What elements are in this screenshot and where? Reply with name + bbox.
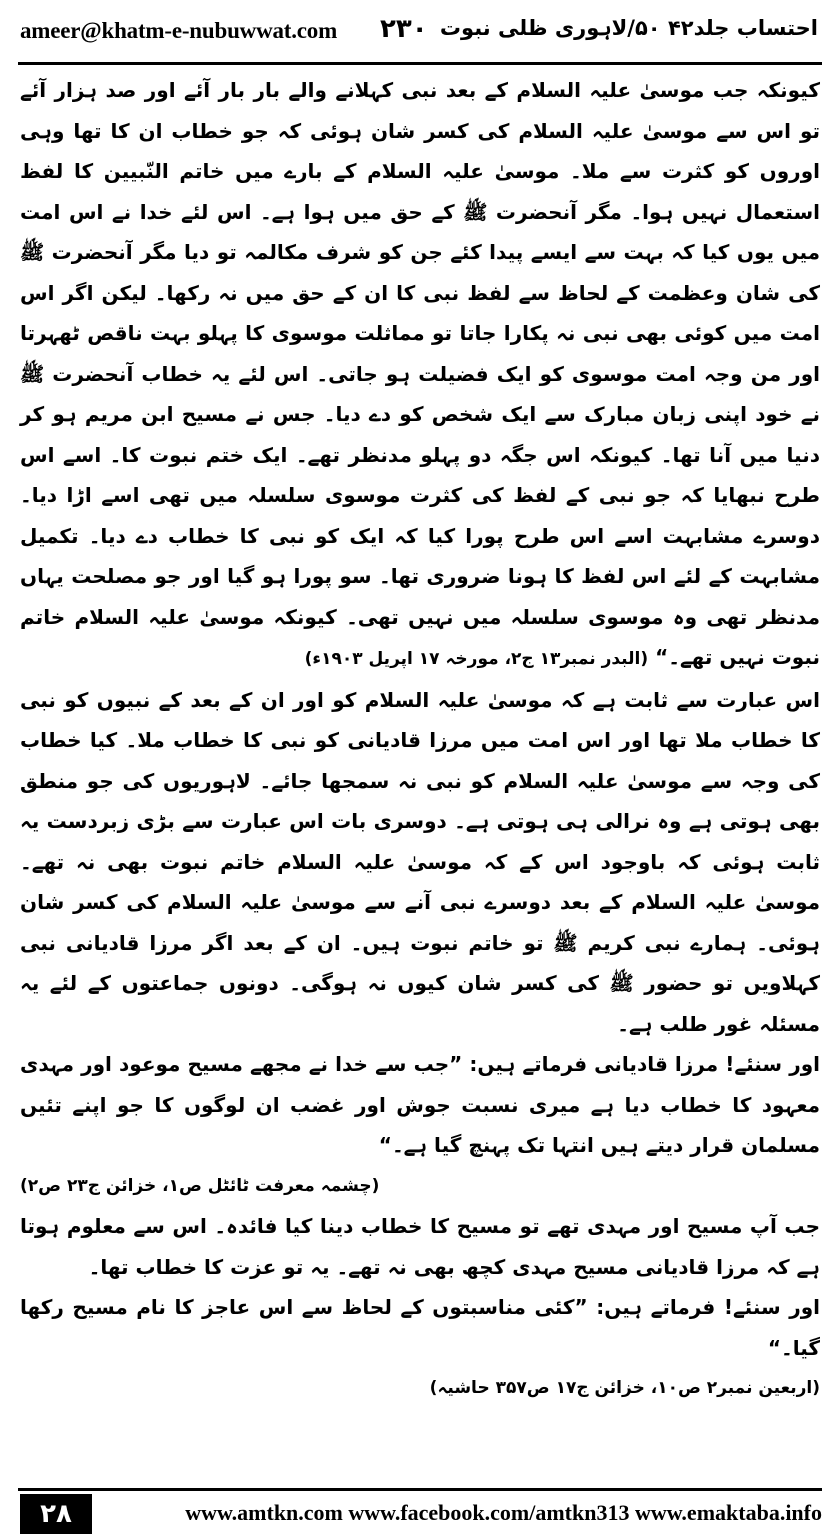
header-title: احتساب جلد۴۲ ۵۰/لاہوری ظلی نبوت (439, 16, 818, 40)
paragraph-4: جب آپ مسیح اور مہدی تھے تو مسیح کا خطاب دینا کیا فائدہ۔ اس سے معلوم ہوتا ہے کہ مرزا قادیانی مسیح مہدی کچھ بھی نہ تھے۔ یہ تو عزت کا خطاب تھا۔ (20, 1214, 820, 1279)
source-reference: (چشمہ معرفت ٹائٹل ص۱، خزائن ج۲۳ ص۲) (20, 1175, 380, 1196)
header-divider (18, 62, 822, 65)
footer-links[interactable]: www.amtkn.com www.facebook.com/amtkn313 www.emaktaba.info (185, 1500, 822, 1525)
paragraph-2: اس عبارت سے ثابت ہے کہ موسیٰ علیہ السلام کو اور ان کے بعد کے نبیوں کو نبی کا خطاب ملا تھا اور اس امت میں مرزا قادیانی کو نبی کا خطاب ملا۔ کیا خطاب کی وجہ سے موسیٰ علیہ السلام کو نبی نہ سمجھا جائے۔ لاہوریوں کی جو منطق بھی ہوتی ہے وہ نرالی ہی ہوتی ہے۔ دوسری بات اس عبارت سے بڑی زبردست یہ ثابت ہوئی کہ باوجود اس کے کہ موسیٰ علیہ السلام خاتم نبوت بھی نہ تھے۔ موسیٰ علیہ السلام کے بعد دوسرے نبی آنے سے موسیٰ علیہ السلام کی کسر شان ہوئی۔ ہمارے نبی کریم ﷺ تو خاتم نبوت ہیں۔ ان کے بعد اگر مرزا قادیانی نبی کہلاویں تو حضور ﷺ کی کسر شان کیوں نہ ہوگی۔ دونوں جماعتوں کے لئے یہ مسئلہ غور طلب ہے۔ (20, 687, 820, 1036)
header-page-number: ۲۳۰ (380, 14, 428, 44)
paragraph-quote-5: اور سنئے! فرماتے ہیں: ”کئی مناسبتوں کے لحاظ سے اس عاجز کا نام مسیح رکھا گیا۔“ (20, 1295, 820, 1360)
source-reference: (البدر نمبر۱۳ ج۲، مورخہ ۱۷ اپریل ۱۹۰۳ء) (304, 649, 649, 669)
reference-row (20, 1166, 820, 1207)
footer-page-number: ۲۸ (20, 1494, 92, 1534)
paragraph-quote-3: اور سنئے! مرزا قادیانی فرماتے ہیں: ”جب سے خدا نے مجھے مسیح موعود اور مہدی معہود کا خطاب دیا ہے میری نسبت جوش اور غضب ان لوگوں کا جو اپنے تئیں مسلمان قرار دیتے ہیں انتہا تک پہنچ گیا ہے۔“ (20, 1052, 820, 1157)
page-header (0, 0, 840, 72)
paragraph-quote-1 (20, 70, 820, 680)
paragraph-text: کیونکہ جب موسیٰ علیہ السلام کے بعد نبی کہلانے والے بار بار آئے اور صد ہزار آئے تو اس سے موسیٰ علیہ السلام کی کسر شان ہوئی کہ جو خطاب ان کا تھا وہی اوروں کو کثرت سے ملا۔ موسیٰ علیہ السلام کے بارے میں خاتم النّبیین کا لفظ استعمال نہیں ہوا۔ مگر آنحضرت ﷺ کے حق میں ہوا ہے۔ اس لئے خدا نے اس امت میں یوں کیا کہ بہت سے ایسے پیدا کئے جن کو شرف مکالمہ تو دیا مگر آنحضرت ﷺ کی شان وعظمت کے لحاظ سے لفظ نبی کا ان کے حق میں نہ رکھا۔ لیکن اگر اس امت میں کوئی بھی نبی نہ پکارا جاتا تو مماثلت موسوی کا پہلو بہت ناقص ٹھہرتا اور من وجہ امت موسوی کو ایک فضیلت ہو جاتی۔ اس لئے یہ خطاب آنحضرت ﷺ نے خود اپنی زبان مبارک سے ایک شخص کو دے دیا۔ جس نے مسیح ابن مریم ہو کر دنیا میں آنا تھا۔ کیونکہ اس جگہ دو پہلو مدنظر تھے۔ ایک ختم نبوت کا۔ اسے اس طرح نبھایا کہ جو نبی کے لفظ کی کثرت موسوی سلسلہ میں تھی اسے اڑا دیا۔ دوسرے مشابہت اسے اس طرح پورا کیا کہ ایک کو نبی کا خطاب دے دیا۔ تکمیل مشابہت کے لئے اس لفظ کا ہونا ضروری تھا۔ سو پورا ہو گیا اور جو مصلحت یہاں مدنظر تھی وہ موسوی سلسلہ میں نہیں تھی۔ کیونکہ موسیٰ علیہ السلام خاتم نبوت نہیں تھے۔“ (20, 78, 821, 669)
footer-divider (18, 1488, 822, 1491)
page-footer (0, 1488, 840, 1540)
header-email: ameer@khatm-e-nubuwwat.com (20, 18, 338, 43)
source-reference: (اربعین نمبر۲ ص۱۰، خزائن ج۱۷ ص۳۵۷ حاشیہ) (429, 1378, 820, 1398)
page-body (20, 70, 820, 1440)
